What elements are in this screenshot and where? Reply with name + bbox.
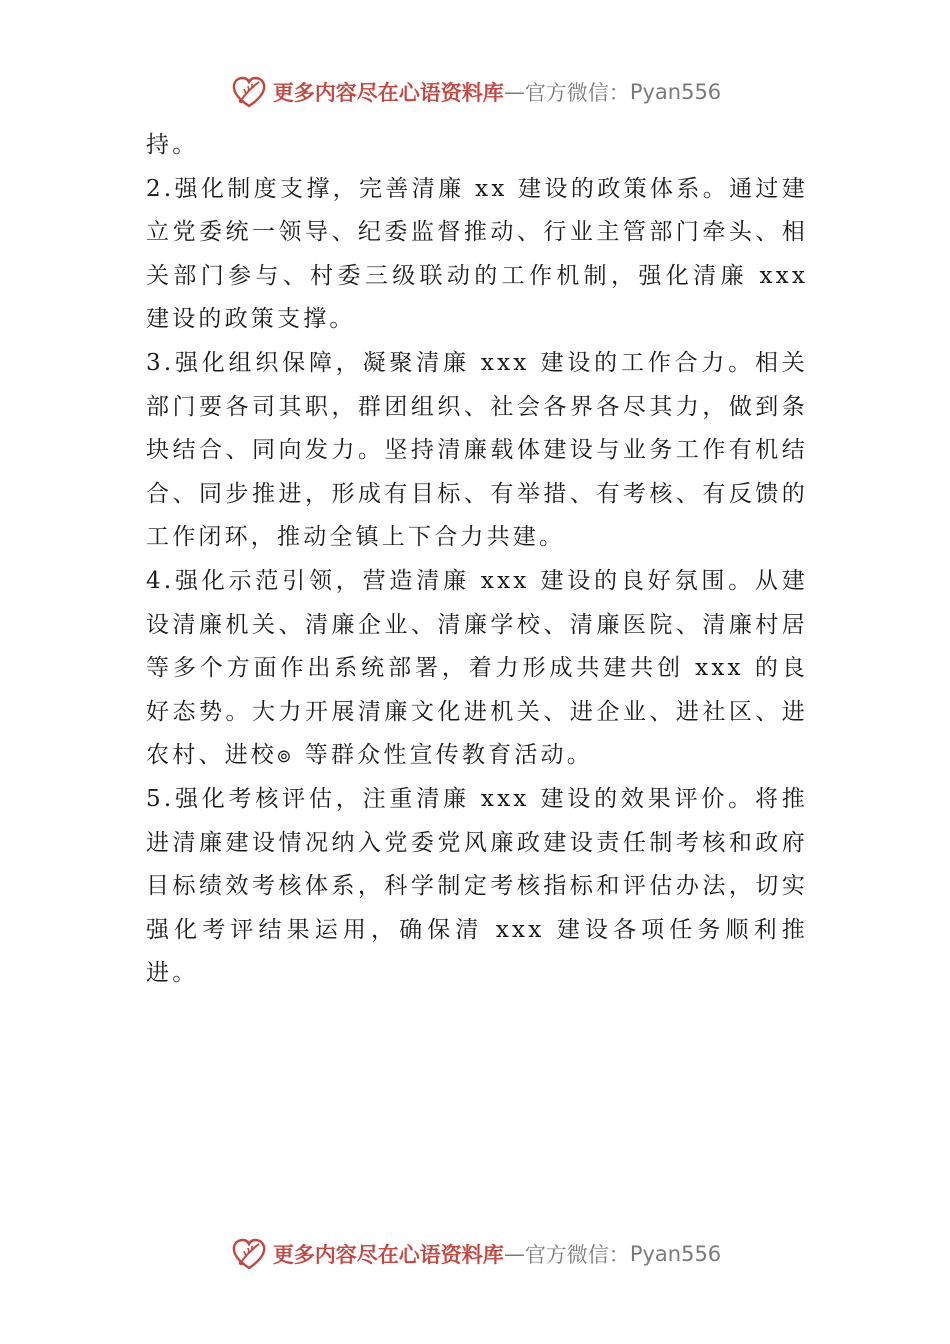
paragraph-item-5: 5.强化考核评估，注重清廉 xxx 建设的效果评价。将推进清廉建设情况纳入党委党风廉政建设责任制考核和政府目标绩效考核体系，科学制定考核指标和评估办法，切实强化考评结果运用，确保清 xxx 建设各项任务顺利推进。 xyxy=(146,785,808,987)
banner-library-text: 更多内容尽在心语资料库 xyxy=(272,80,504,105)
document-body xyxy=(146,124,808,996)
paragraph-item-4: 4.强化示范引领，营造清廉 xxx 建设的良好氛围。从建设清廉机关、清廉企业、清廉学校、清廉医院、清廉村居等多个方面作出系统部署，着力形成共建共创 xxx 的良好态势。大力开展清廉文化进机关、进企业、进社区、进农村、进校๏ 等群众性宣传教育活动。 xyxy=(146,567,808,769)
banner-dash: — xyxy=(503,80,525,104)
footer-banner xyxy=(0,1232,950,1276)
heart-feather-icon xyxy=(229,1234,269,1274)
banner-wechat-label: 官方微信： xyxy=(524,1243,630,1267)
heart-feather-icon xyxy=(229,72,269,112)
header-banner xyxy=(0,70,950,114)
banner-wechat-id: Pyan556 xyxy=(629,1242,722,1266)
banner-library-text: 更多内容尽在心语资料库 xyxy=(272,1242,504,1267)
banner-dash: — xyxy=(503,1242,525,1266)
banner-wechat-label: 官方微信： xyxy=(524,81,630,105)
banner-wechat-id: Pyan556 xyxy=(629,80,722,104)
paragraph-continuation: 持。 xyxy=(146,132,199,158)
paragraph-item-2: 2.强化制度支撑，完善清廉 xx 建设的政策体系。通过建立党委统一领导、纪委监督推动、行业主管部门牵头、相关部门参与、村委三级联动的工作机制，强化清廉 xxx 建设的政策支撑。 xyxy=(146,175,808,333)
paragraph-item-3: 3.强化组织保障，凝聚清廉 xxx 建设的工作合力。相关部门要各司其职，群团组织、社会各界各尽其力，做到条块结合、同向发力。坚持清廉载体建设与业务工作有机结合、同步推进，形成有目标、有举措、有考核、有反馈的工作闭环，推动全镇上下合力共建。 xyxy=(146,349,808,551)
